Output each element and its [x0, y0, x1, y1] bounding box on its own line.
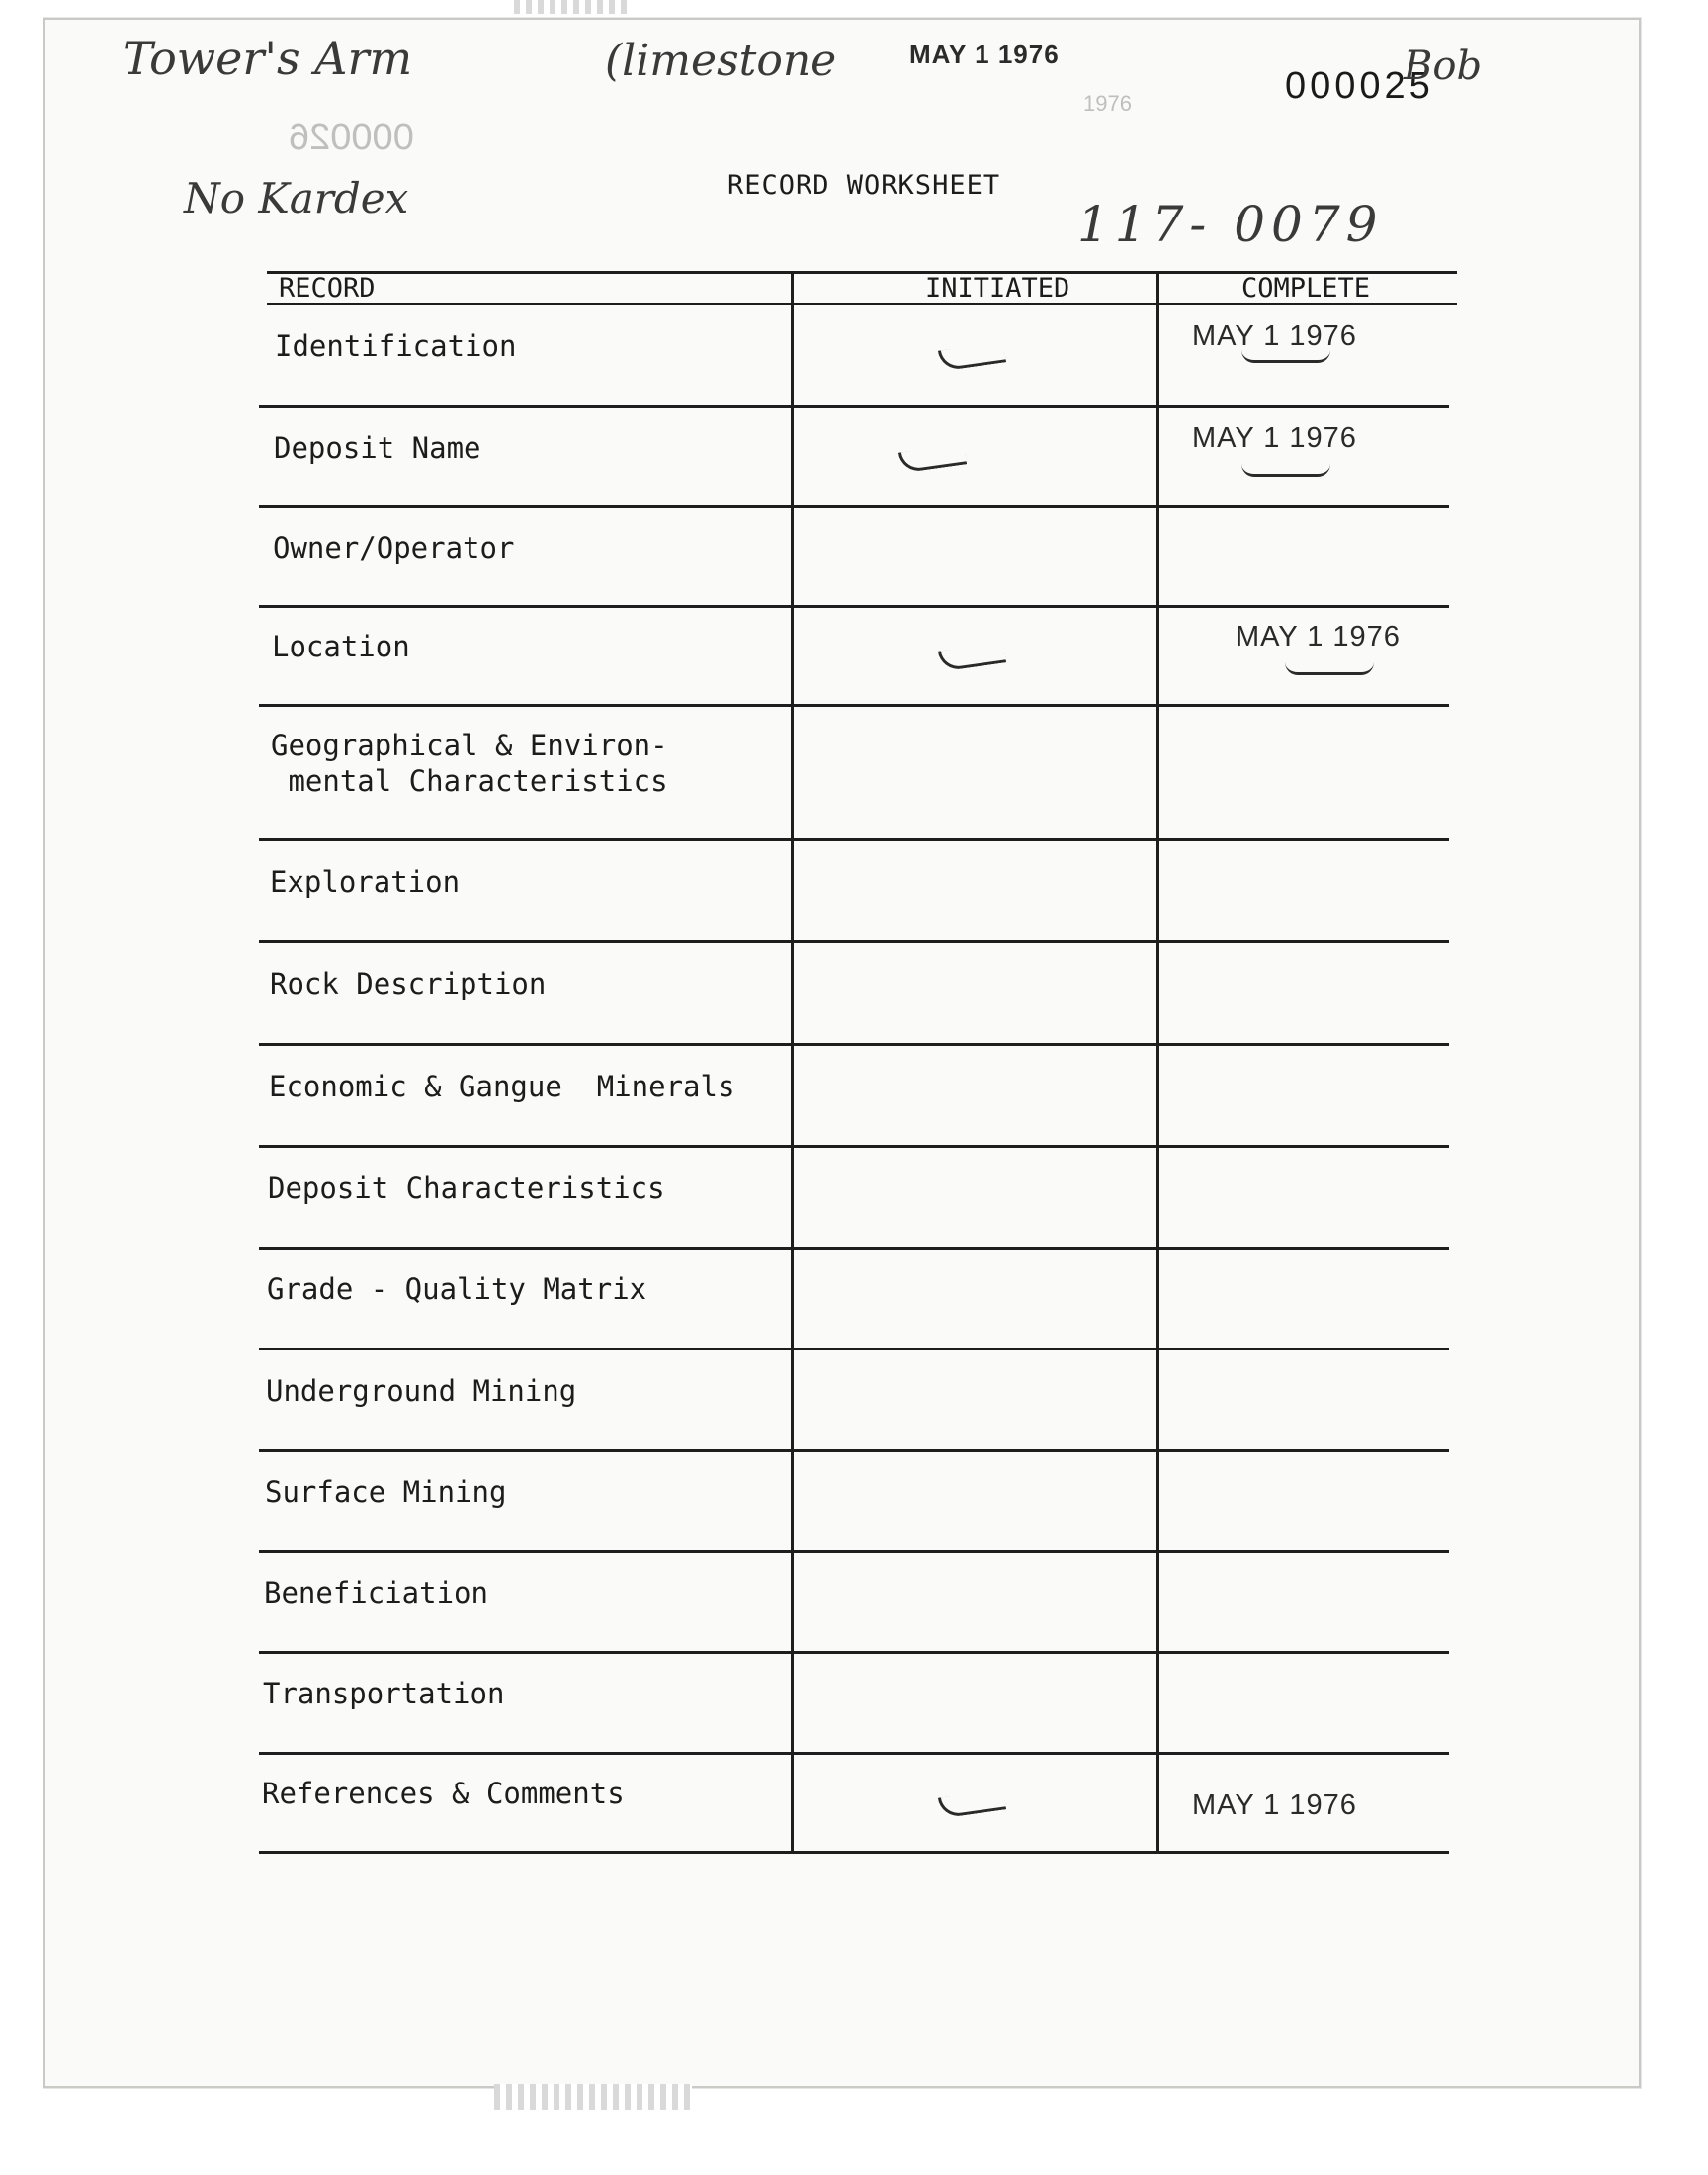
- completion-date-stamp: MAY 1 1976: [1192, 421, 1357, 454]
- handwritten-deposit-type: (limestone: [605, 36, 837, 86]
- column-header: COMPLETE: [1241, 273, 1371, 304]
- row-divider: [259, 1752, 1449, 1755]
- completion-date-stamp: MAY 1 1976: [1236, 621, 1401, 652]
- row-divider: [259, 940, 1449, 943]
- date-stamp-top: MAY 1 1976: [909, 40, 1060, 69]
- record-row-label: Beneficiation: [264, 1576, 488, 1610]
- handwritten-note: No Kardex: [184, 174, 409, 222]
- completion-tick: [1285, 662, 1374, 675]
- ghost-date: 1976: [1083, 91, 1132, 116]
- record-row-label: Underground Mining: [266, 1373, 577, 1408]
- page-title: RECORD WORKSHEET: [727, 170, 1001, 201]
- completion-date-stamp: MAY 1 1976: [1192, 1789, 1357, 1821]
- record-row-label: Geographical & Environ- mental Characteristics: [271, 729, 668, 798]
- handwritten-initials: Bob: [1404, 44, 1483, 89]
- serial-number: 000025: [1285, 65, 1434, 107]
- scan-edge-marks: [514, 0, 633, 14]
- record-row-label: Rock Description: [270, 967, 547, 1000]
- scan-edge-marks-bottom: [494, 2084, 692, 2110]
- row-divider: [259, 1247, 1449, 1250]
- row-divider: [259, 605, 1449, 608]
- completion-tick: [1241, 350, 1330, 363]
- row-divider: [259, 1348, 1449, 1350]
- record-row-label: Owner/Operator: [273, 530, 515, 565]
- column-header: INITIATED: [925, 273, 1070, 304]
- row-divider: [259, 838, 1449, 841]
- record-row-label: Economic & Gangue Minerals: [269, 1069, 735, 1103]
- row-divider: [259, 1145, 1449, 1148]
- record-row-label: Identification: [275, 329, 517, 363]
- row-divider: [259, 1550, 1449, 1553]
- column-header: RECORD: [279, 273, 376, 304]
- row-divider: [259, 1449, 1449, 1452]
- row-divider: [259, 1651, 1449, 1654]
- row-divider: [259, 704, 1449, 707]
- row-divider: [259, 1851, 1449, 1854]
- handwritten-file-number: 117- 0079: [1077, 196, 1384, 253]
- row-divider: [259, 405, 1449, 408]
- column-divider-initiated: [791, 271, 794, 1851]
- record-row-label: Surface Mining: [265, 1475, 507, 1509]
- completion-tick: [1241, 464, 1330, 477]
- handwritten-deposit-name: Tower's Arm: [123, 32, 413, 85]
- record-row-label: Deposit Characteristics: [268, 1171, 665, 1205]
- record-row-label: References & Comments: [262, 1777, 625, 1810]
- row-divider: [259, 1043, 1449, 1046]
- record-row-label: Transportation: [263, 1677, 505, 1710]
- record-row-label: Location: [272, 630, 410, 663]
- row-divider: [259, 505, 1449, 508]
- column-divider-complete: [1156, 271, 1159, 1851]
- ghost-serial-number: 000026: [289, 117, 414, 158]
- record-row-label: Exploration: [270, 864, 461, 899]
- record-row-label: Grade - Quality Matrix: [267, 1272, 647, 1306]
- completion-date-stamp: MAY 1 1976: [1192, 320, 1357, 352]
- record-row-label: Deposit Name: [274, 430, 481, 465]
